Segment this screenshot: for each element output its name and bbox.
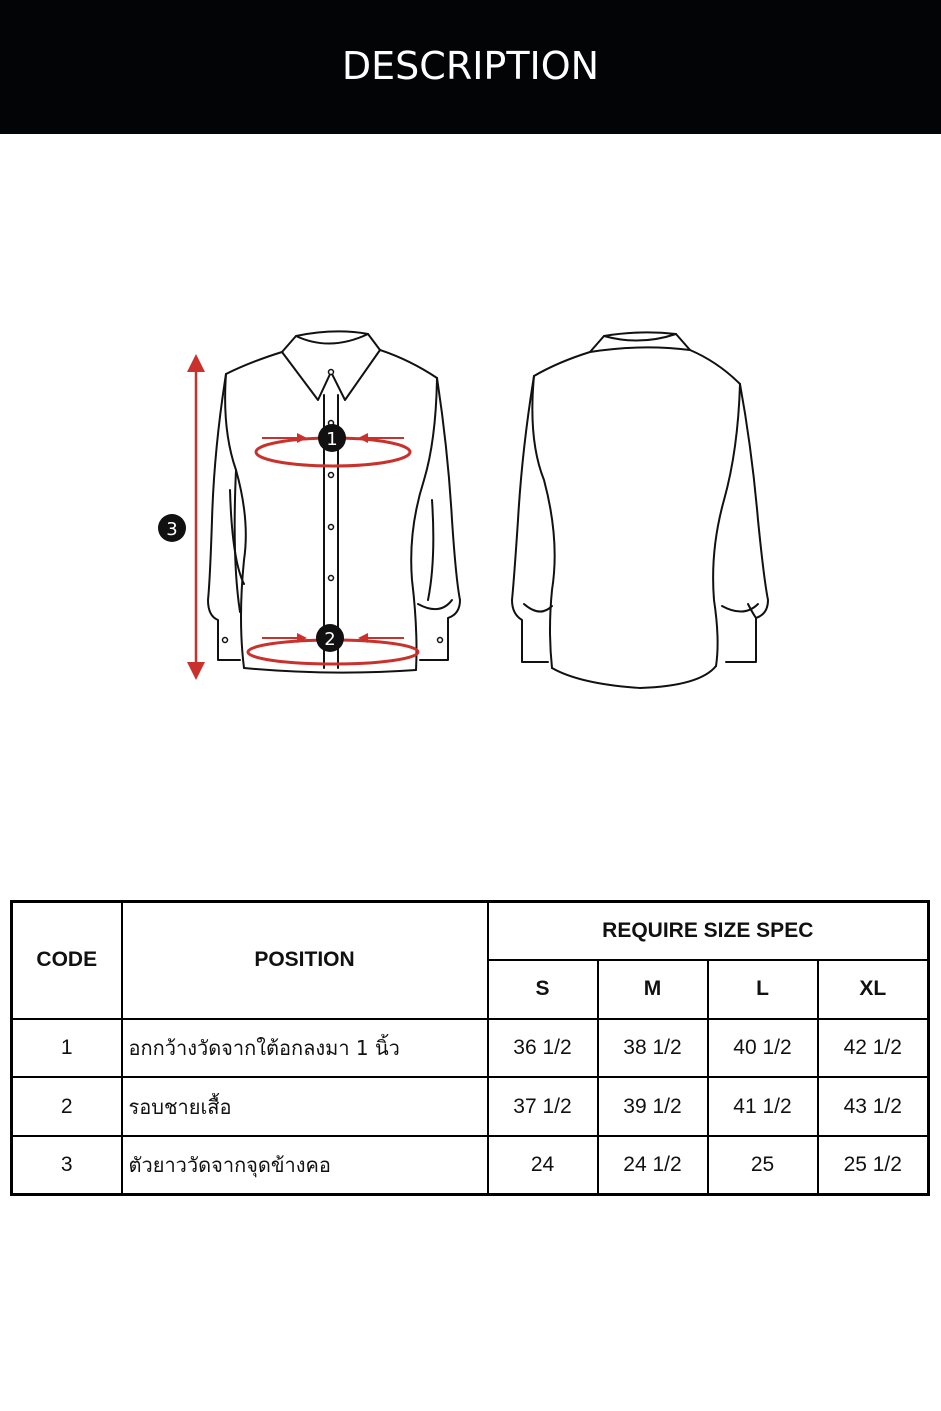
marker-3: [158, 514, 186, 542]
marker-2: [316, 624, 344, 652]
table-header-row: [12, 902, 929, 961]
spec-header: REQUIRE SIZE SPEC: [488, 902, 929, 961]
row-value-xl: 42 1/2: [818, 1019, 929, 1078]
row-code: 1: [12, 1019, 122, 1078]
back-shirt-drawing: [512, 332, 768, 688]
size-header-l: L: [708, 960, 818, 1019]
row-value-l: 41 1/2: [708, 1077, 818, 1136]
marker-1: [318, 424, 346, 452]
front-buttons: [223, 370, 443, 643]
row-code: 2: [12, 1077, 122, 1136]
table-row: [12, 1019, 929, 1078]
size-header-xl: XL: [818, 960, 929, 1019]
row-value-xl: 25 1/2: [818, 1136, 929, 1195]
table-row: [12, 1136, 929, 1195]
row-value-m: 38 1/2: [598, 1019, 708, 1078]
length-arrow-bottom: [187, 662, 205, 680]
row-value-m: 24 1/2: [598, 1136, 708, 1195]
table-row: [12, 1077, 929, 1136]
page-title: DESCRIPTION: [341, 44, 600, 88]
code-header: CODE: [12, 902, 122, 1019]
marker-1-label: 1: [326, 429, 338, 450]
shirt-illustration: [0, 300, 941, 720]
measurement-lines: [196, 366, 418, 668]
row-value-s: 37 1/2: [488, 1077, 598, 1136]
front-shirt-drawing: [208, 331, 460, 672]
size-spec-table: [10, 900, 930, 1196]
row-value-xl: 43 1/2: [818, 1077, 929, 1136]
row-value-l: 25: [708, 1136, 818, 1195]
header-bar: [0, 0, 941, 134]
marker-3-label: 3: [166, 519, 178, 540]
row-value-s: 24: [488, 1136, 598, 1195]
row-position: รอบชายเสื้อ: [122, 1077, 488, 1136]
row-position: อกกว้างวัดจากใต้อกลงมา 1 นิ้ว: [122, 1019, 488, 1078]
row-value-m: 39 1/2: [598, 1077, 708, 1136]
row-position: ตัวยาววัดจากจุดข้างคอ: [122, 1136, 488, 1195]
length-arrow-top: [187, 354, 205, 372]
position-header: POSITION: [122, 902, 488, 1019]
size-header-s: S: [488, 960, 598, 1019]
row-value-l: 40 1/2: [708, 1019, 818, 1078]
row-value-s: 36 1/2: [488, 1019, 598, 1078]
size-header-m: M: [598, 960, 708, 1019]
row-code: 3: [12, 1136, 122, 1195]
marker-2-label: 2: [324, 629, 336, 650]
